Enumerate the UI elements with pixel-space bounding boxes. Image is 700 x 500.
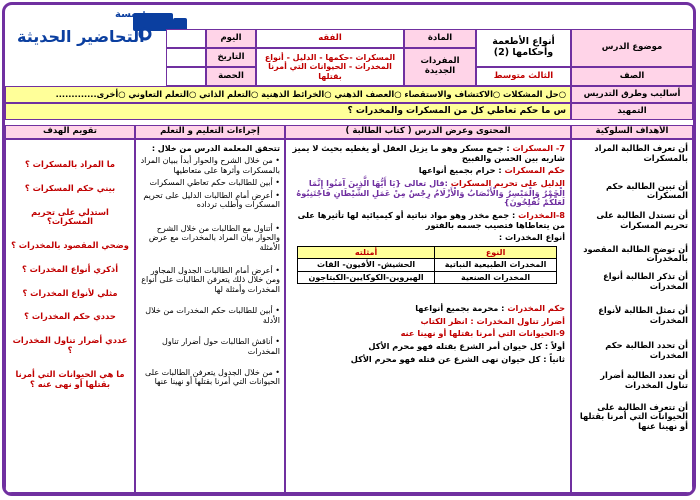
table-header-row [298,247,557,259]
procedure-item: • من خلال الجدول يتعرفن الطالبات على الحيوانات التي أمرنا بقتلها أو نهينا عنها [145,368,280,387]
heading-text: 8-المخدرات [518,210,565,221]
intro-label: التمهيد [571,103,693,120]
heading-text: 7- المسكرات [512,143,565,153]
content-para [291,211,565,230]
content-para: 9-الحيوانات التي أمرنا بقتلها أو نهينا عنه [400,328,565,339]
heading-text: حكم المسكرات [504,165,565,176]
objective-item: أن تمثل الطالبة لأنواع المخدرات [598,304,688,325]
class-value: الثالث متوسط [476,67,571,86]
table-wrapper [291,246,565,304]
evaluation-item: بيني حكم المسكرات ؟ [24,182,116,193]
intro-value: س ما حكم تعاطي كل من المسكرات والمخدرات ؟ [5,103,571,120]
logo-title: التحاضير الحديثة [17,27,145,46]
procedures-column [135,139,285,493]
content-header: المحتوى وعرض الدرس ( كتاب الطالبة ) [285,125,571,139]
table-header-cell: النوع [435,247,557,259]
objective-item: أن تعدد الطالبة أضرار تناول المخدرات [600,369,688,390]
content-para: أضرار تناول المخدرات : انظر الكتاب [420,315,565,326]
content-para: أولاً : كل حيوان أمر الشرع بقتله فهو محرم الأكل [368,341,565,352]
objectives-column [571,139,693,493]
quran-verse: :قال تعالى {يَا أَيُّهَا الَّذِينَ آمَنُوا إِنَّمَا الْخَمْرُ وَالْمَيْسِرُ وَالْأَنْصَابُ وَالْأَزْلَامُ رِجْسٌ مِنْ عَمَلِ الشَّيْطَانِ فَاجْتَنِبُوهُ لَعَلَّكُمْ تُفْلِحُونَ} [296,178,565,208]
table-row [298,259,557,271]
content-para: ثانياً : كل حيوان نهى الشرع عن قتله فهو محرم الأكل [350,353,565,364]
period-value [166,67,206,86]
evaluation-item: حددي حكم المخدرات ؟ [24,311,116,322]
date-value [166,48,206,67]
table-cell: المخدرات الصنعية [435,271,557,283]
objective-item: أن تذكر الطالبة أنواع المخدرات [603,271,688,292]
procedure-item: • أتناول مع الطالبات من خلال الشرح والحوار بيان المراد بالمخدرات مع عرض الأمثلة [148,223,280,252]
procedure-item: تتحقق المعلمة الدرس من خلال : [151,144,280,153]
methods-value: ○حل المشكلات ○الاكتشاف والاستقصاء ○العصف الذهني ○الخرائط الذهنية ○التعلم الذاتي ○التعلم التعاوني ○أخرى............. [5,86,571,103]
heading-text: حكم المخدرات [507,303,565,314]
date-label: التاريخ [206,48,256,67]
objectives-header: الأهداف السلوكية [571,125,693,139]
body-text: : محرمة بجميع أنواعها [415,303,508,314]
content-para: أنواع المخدرات : [498,232,565,243]
procedure-item: • أعرض أمام الطالبات الجدول المجاور ومن خلال ذلك يتعرفن الطالبات على أنواع المخدرات وأمثلة لها [141,265,280,294]
heading-text: الدليل على تحريم المسكرات [450,178,565,189]
body-text: : حرام بجميع أنواعها [418,165,505,176]
drugs-table [297,246,557,284]
objective-item: أن تستدل الطالبة على تحريم المسكرات [596,210,688,230]
procedure-item: • أناقش الطالبات حول أضرار تناول المخدرات [162,337,280,356]
class-label: الصف [571,67,693,86]
logo-subtitle: مؤسسة [115,9,154,20]
objective-item: أن توضح الطالبة المقصود بالمخدرات [583,243,688,264]
evaluation-item: عددي أضرار تناول المخدرات ؟ [12,335,128,356]
procedure-item: • أعرض أمام الطالبات الدليل على تحريم المسكرات وأطلب ترداده [143,190,280,210]
subject-value: الفقه [256,29,404,48]
vocab-value: المسكرات -حكمها - الدليل - أنواع المخدرات - الحيوانات التي أمرنا بقتلها [256,48,404,86]
day-label: اليوم [206,29,256,48]
period-label: الحصة [206,67,256,86]
procedures-header: إجراءات التعليم و التعلم [135,125,285,139]
evaluation-item: مثلي لأنواع المخدرات ؟ [22,287,118,298]
evaluation-item: ما المراد بالمسكرات ؟ [24,159,116,169]
evaluation-item: وضحي المقصود بالمخدرات ؟ [11,240,129,251]
table-cell: الحشيش- الأفيون- القات [298,259,435,271]
evaluation-header: تقويم الهدف [5,125,135,139]
body-text: : جمع مخدر وهو مواد نباتية أو كيميائية لها تأثيرها على من يتعاطاها فتصيب جسمه بالفتور [297,210,565,230]
objective-item: أن تبين الطالبة حكم المسكرات [606,180,688,201]
objective-item: أن تعرف الطالبة المراد بالمسكرات [594,143,688,163]
methods-label: أساليب وطرق التدريس [571,86,693,103]
topic-label: موضوع الدرس [571,29,693,67]
page-frame [2,2,696,496]
evaluation-column [5,139,135,493]
objective-item: أن تحدد الطالبة حكم المخدرات [605,340,688,361]
objective-item: أن تتعرف الطالبة على الحيوانات التي أمرنا بقتلها أو نهينا عنها [579,401,688,432]
content-para [291,304,565,314]
table-cell: المخدرات الطبيعية النباتية [435,259,557,271]
procedure-item: • أبين للطالبات حكم تعاطي المسكرات [149,178,280,188]
content-column [285,139,571,493]
table-header-cell: أمثلته [298,247,435,259]
evaluation-item: ما هي الحيوانات التي أمرنا بقتلها أو نهى عنه ؟ [15,368,125,389]
subject-label: المادة [404,29,476,48]
evaluation-item: استدلي على تحريم المسكرات؟ [31,206,109,227]
day-value [166,29,206,48]
evaluation-item: أذكري أنواع المخدرات ؟ [21,263,119,274]
content-para [291,166,565,176]
procedure-item: • أبين للطالبات حكم المخدرات من خلال الأدلة [145,306,280,325]
table-row [298,271,557,283]
content-para [291,179,565,208]
body-text: : جمع مسكر وهو ما يزيل العقل أو يغطيه بحيث لا يميز شاربه بين الحسن والقبيح [292,143,565,163]
content-para [291,144,565,163]
procedure-item: • من خلال الشرح والحوار أبدأ ببيان المراد بالمسكرات وأثرها على متعاطيها [140,156,280,175]
table-cell: الهيروين-الكوكايين-الكبتاجون [298,271,435,283]
topic-value: أنواع الأطعمة وأحكامها (2) [476,29,571,67]
vocab-label: المفردات الجديدة [404,48,476,86]
